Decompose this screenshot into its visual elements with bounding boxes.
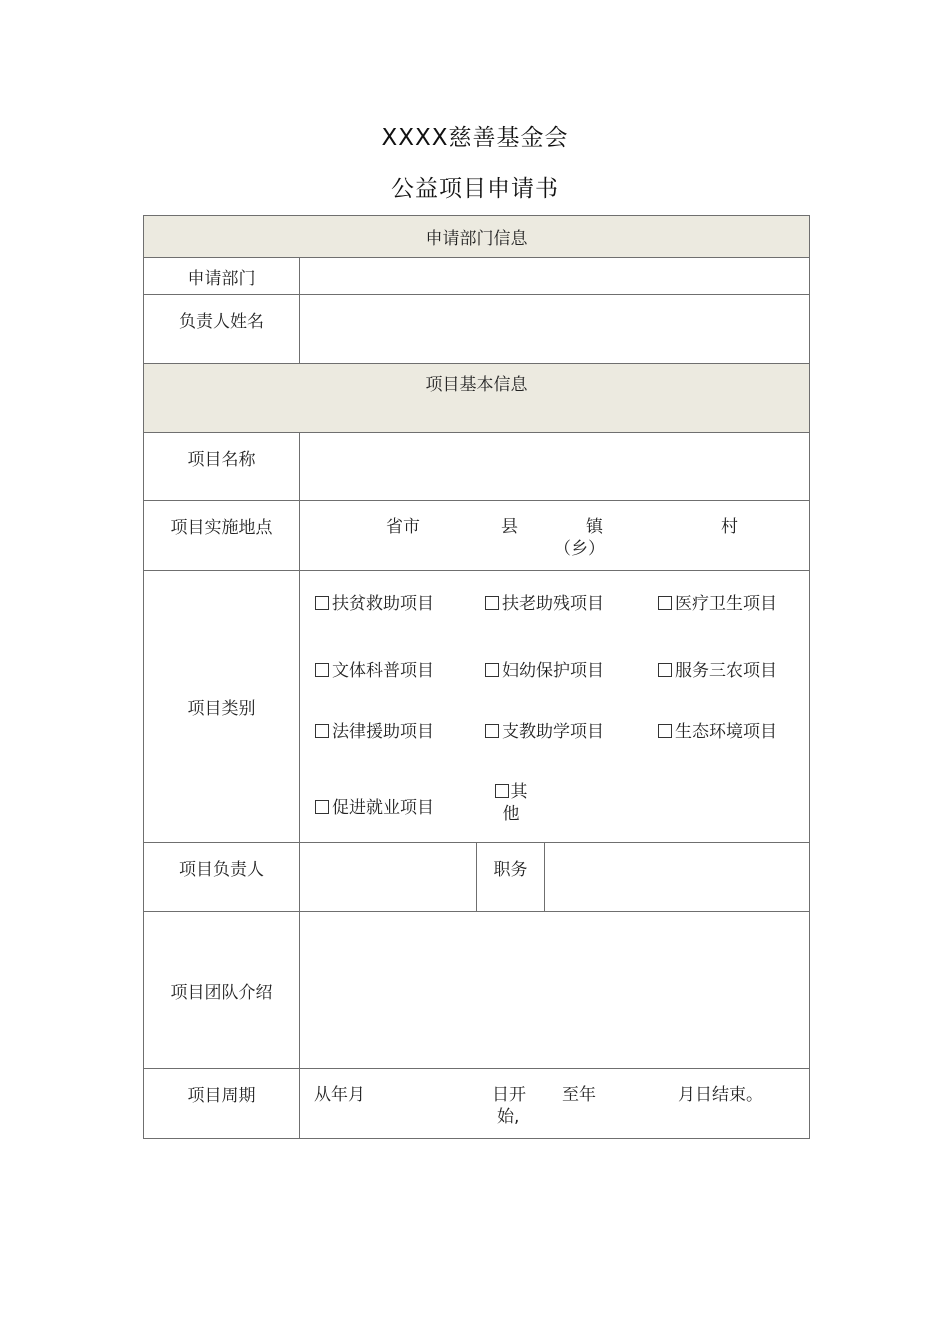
checkbox-icon — [485, 724, 499, 738]
document-title: 公益项目申请书 — [391, 176, 559, 202]
project-name-label: 项目名称 — [144, 433, 300, 501]
checkbox-icon — [485, 596, 499, 610]
county-text: 县 — [501, 517, 518, 537]
checkbox-icon — [658, 663, 672, 677]
period-start-text-1: 日开 — [492, 1085, 526, 1105]
province-city-text: 省市 — [386, 517, 420, 537]
project-name-input-cell[interactable] — [300, 433, 810, 501]
checkbox-icon — [315, 800, 329, 814]
category-option[interactable] — [315, 656, 434, 681]
period-label: 项目周期 — [144, 1069, 300, 1139]
category-option[interactable] — [658, 656, 777, 681]
category-option-label: 支教助学项目 — [502, 722, 604, 742]
team-label: 项目团队介绍 — [144, 912, 300, 1069]
category-option[interactable] — [485, 656, 604, 681]
section-project-heading: 项目基本信息 — [144, 364, 810, 433]
category-option-label: 扶贫救助项目 — [332, 594, 434, 614]
section-dept-row — [144, 216, 810, 258]
manager-input-cell[interactable] — [300, 843, 477, 912]
period-to-text: 至年 — [562, 1085, 596, 1105]
category-option-label: 法律援助项目 — [332, 722, 434, 742]
leader-input-cell[interactable] — [300, 295, 810, 364]
checkbox-icon — [315, 596, 329, 610]
manager-label: 项目负责人 — [144, 843, 300, 912]
team-row — [144, 912, 810, 1069]
dept-input-cell[interactable] — [300, 258, 810, 295]
dept-row — [144, 258, 810, 295]
category-option[interactable] — [315, 793, 434, 818]
org-title: XXXX慈善基金会 — [381, 125, 569, 151]
town-text: 镇 — [586, 517, 603, 537]
manager-row — [144, 843, 810, 912]
leader-row — [144, 295, 810, 364]
category-other-line2: 他 — [502, 804, 520, 824]
application-form-table — [143, 215, 810, 1139]
category-option-label: 扶老助残项目 — [502, 594, 604, 614]
leader-label: 负责人姓名 — [144, 295, 300, 364]
category-options-cell — [300, 571, 810, 843]
category-option-other[interactable] — [491, 781, 531, 825]
location-label: 项目实施地点 — [144, 501, 300, 571]
checkbox-icon — [495, 784, 509, 798]
category-other-line1: 其 — [510, 782, 528, 802]
category-option-label: 生态环境项目 — [675, 722, 777, 742]
category-option-label: 服务三农项目 — [675, 661, 777, 681]
checkbox-icon — [485, 663, 499, 677]
position-label: 职务 — [477, 843, 545, 912]
checkbox-icon — [658, 724, 672, 738]
dept-label: 申请部门 — [144, 258, 300, 295]
town-alt-text: （乡） — [554, 539, 605, 559]
category-option[interactable] — [658, 717, 777, 742]
category-option[interactable] — [485, 717, 604, 742]
position-input-cell[interactable] — [545, 843, 810, 912]
location-row — [144, 501, 810, 571]
period-end-text: 月日结束。 — [678, 1085, 763, 1105]
category-option-label: 促进就业项目 — [332, 798, 434, 818]
category-option-label: 妇幼保护项目 — [502, 661, 604, 681]
category-option-label: 文体科普项目 — [332, 661, 434, 681]
category-option[interactable] — [315, 589, 434, 614]
category-option[interactable] — [485, 589, 604, 614]
location-input-cell[interactable] — [300, 501, 810, 571]
period-input-cell[interactable] — [300, 1069, 810, 1139]
category-label: 项目类别 — [144, 571, 300, 843]
category-option[interactable] — [315, 717, 434, 742]
checkbox-icon — [315, 663, 329, 677]
period-from-text: 从年月 — [314, 1085, 365, 1105]
team-input-cell[interactable] — [300, 912, 810, 1069]
category-option-label: 医疗卫生项目 — [675, 594, 777, 614]
checkbox-icon — [315, 724, 329, 738]
category-row — [144, 571, 810, 843]
period-row — [144, 1069, 810, 1139]
category-option[interactable] — [658, 589, 777, 614]
period-start-text-2: 始, — [497, 1107, 520, 1127]
checkbox-icon — [658, 596, 672, 610]
section-project-row — [144, 364, 810, 433]
project-name-row — [144, 433, 810, 501]
section-dept-heading: 申请部门信息 — [144, 216, 810, 258]
village-text: 村 — [721, 517, 738, 537]
